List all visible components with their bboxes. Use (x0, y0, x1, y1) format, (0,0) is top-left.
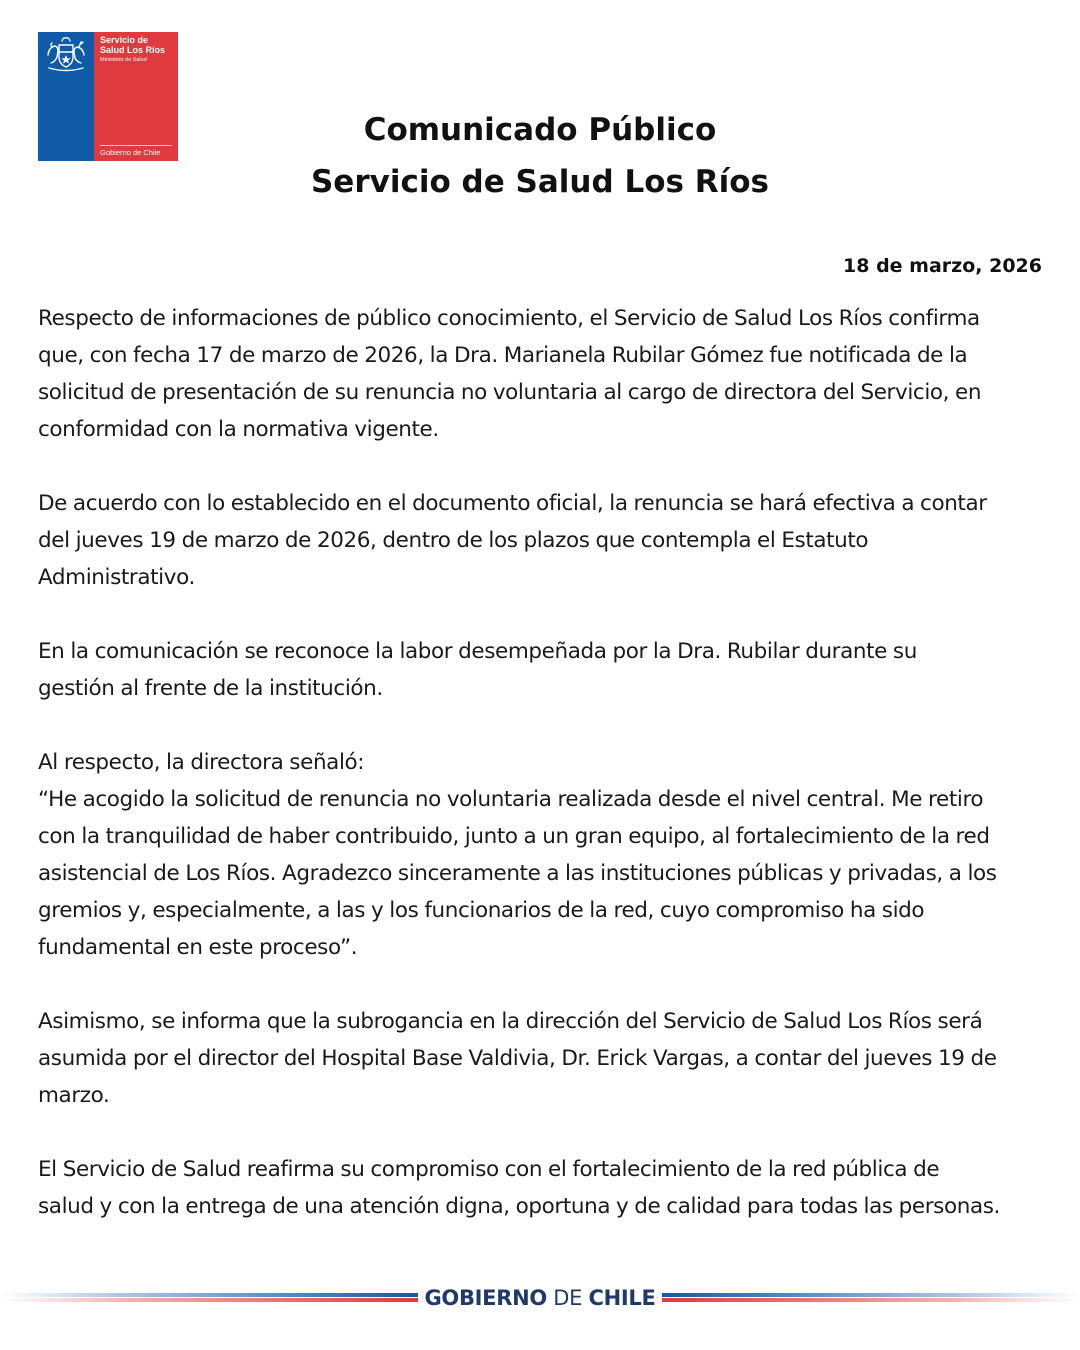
footer-word-chile: CHILE (588, 1286, 656, 1310)
paragraph-line: gestión al frente de la institución. (38, 676, 383, 701)
paragraph-line: solicitud de presentación de su renuncia no voluntaria al cargo de directora del Servicio, en (38, 380, 982, 405)
paragraph-line: Administrativo. (38, 565, 195, 590)
document-body (38, 300, 1042, 1262)
footer-government-wordmark (418, 1284, 662, 1312)
footer-stripe-left-red (0, 1298, 418, 1302)
paragraph-line: De acuerdo con lo establecido en el documento oficial, la renuncia se hará efectiva a contar (38, 491, 987, 516)
paragraph-line: del jueves 19 de marzo de 2026, dentro de los plazos que contempla el Estatuto (38, 528, 869, 553)
paragraph-line: Al respecto, la directora señaló: (38, 750, 365, 775)
paragraph-line: con la tranquilidad de haber contribuido, junto a un gran equipo, al fortalecimiento de la red (38, 824, 990, 849)
paragraph-line: “He acogido la solicitud de renuncia no voluntaria realizada desde el nivel central. Me retiro (38, 787, 984, 812)
title-line-1: Comunicado Público (363, 112, 717, 148)
paragraph-line: El Servicio de Salud reafirma su compromiso con el fortalecimiento de la red pública de (38, 1157, 940, 1182)
footer-banner (0, 1282, 1080, 1322)
paragraph-1 (38, 300, 1042, 448)
paragraph-2 (38, 485, 1042, 596)
logo-text-line1: Servicio de (100, 35, 149, 45)
footer-stripe-right-blue (662, 1293, 1080, 1297)
footer-word-de: DE (546, 1286, 589, 1310)
paragraph-line: En la comunicación se reconoce la labor desempeñada por la Dra. Rubilar durante su (38, 639, 917, 664)
paragraph-line: salud y con la entrega de una atención digna, oportuna y de calidad para todas las personas. (38, 1194, 1000, 1219)
logo-ministry-label: Ministerio de Salud (100, 57, 147, 63)
paragraph-line: asumida por el director del Hospital Base Valdivia, Dr. Erick Vargas, a contar del jueves 19 de (38, 1046, 997, 1071)
footer-word-gobierno: GOBIERNO (424, 1286, 547, 1310)
document-date: 18 de marzo, 2026 (843, 255, 1042, 277)
paragraph-5 (38, 1003, 1042, 1114)
paragraph-line: que, con fecha 17 de marzo de 2026, la Dra. Marianela Rubilar Gómez fue notificada de la (38, 343, 968, 368)
paragraph-3 (38, 633, 1042, 707)
document-title (0, 104, 1080, 208)
title-line-2: Servicio de Salud Los Ríos (310, 164, 770, 200)
paragraph-line: fundamental en este proceso”. (38, 935, 358, 960)
paragraph-line: gremios y, especialmente, a las y los funcionarios de la red, cuyo compromiso ha sido (38, 898, 925, 923)
paragraph-line: Respecto de informaciones de público conocimiento, el Servicio de Salud Los Ríos confirma (38, 306, 980, 331)
footer-stripe-left-blue (0, 1293, 418, 1297)
logo-text-line2: Salud Los Ríos (100, 45, 166, 55)
logo-government-label: Gobierno de Chile (100, 148, 161, 157)
paragraph-line: asistencial de Los Ríos. Agradezco sinceramente a las instituciones públicas y privadas, a los (38, 861, 997, 886)
chilean-coat-of-arms-icon (43, 35, 89, 75)
paragraph-line: Asimismo, se informa que la subrogancia en la dirección del Servicio de Salud Los Ríos será (38, 1009, 983, 1034)
paragraph-6 (38, 1151, 1042, 1225)
paragraph-line: marzo. (38, 1083, 110, 1108)
footer-stripe-right-red (662, 1298, 1080, 1302)
paragraph-line: conformidad con la normativa vigente. (38, 417, 439, 442)
paragraph-4-quote (38, 744, 1042, 966)
